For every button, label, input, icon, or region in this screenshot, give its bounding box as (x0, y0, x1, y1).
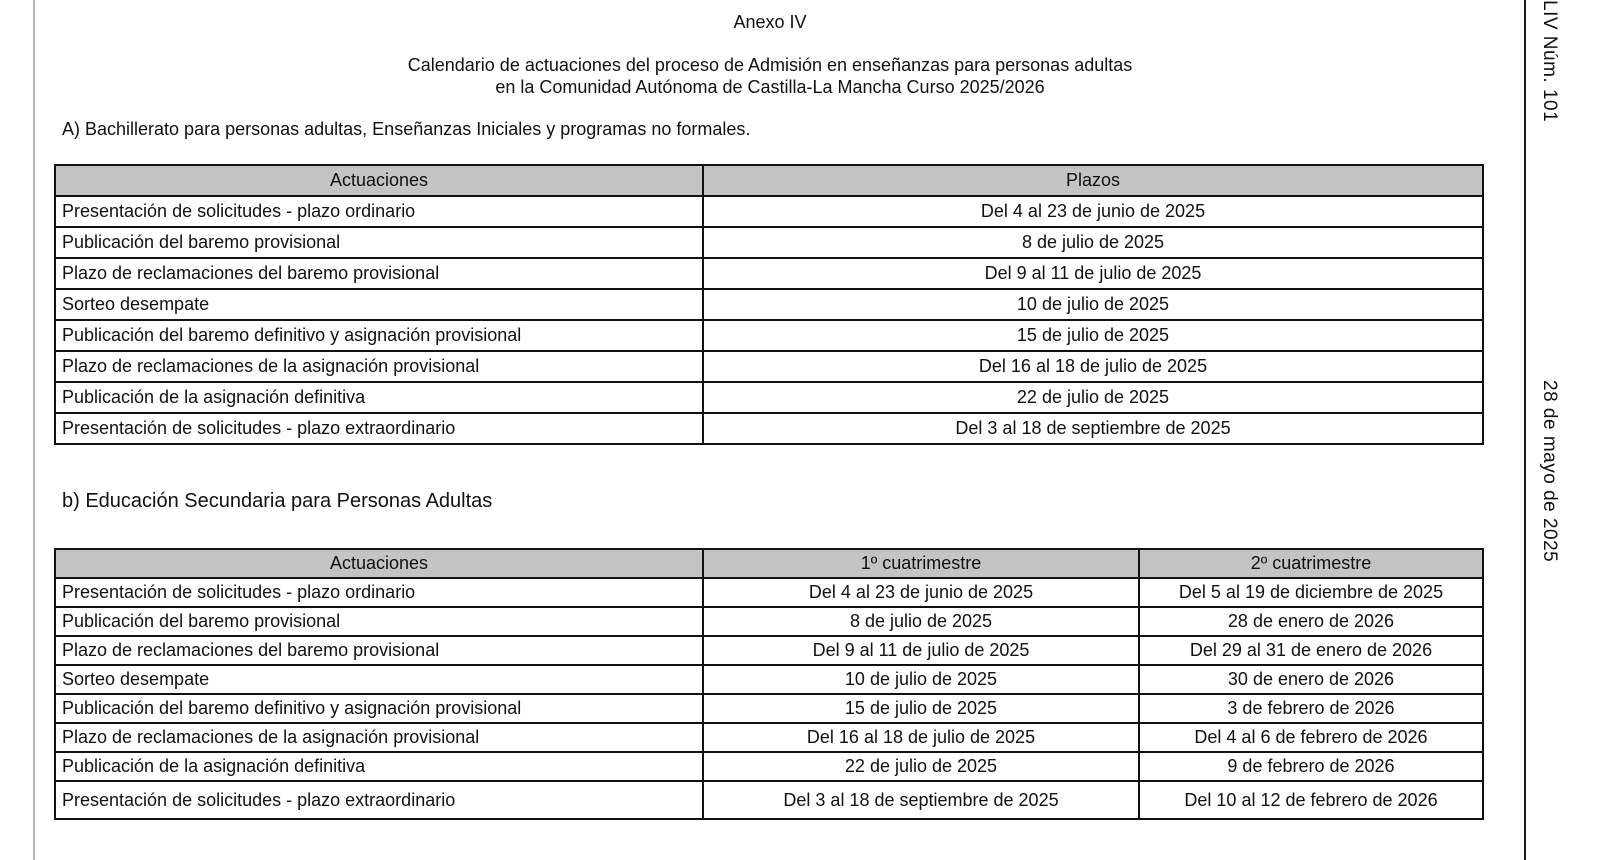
plazo-cell: 22 de julio de 2025 (703, 382, 1483, 413)
actuacion-cell: Sorteo desempate (55, 289, 703, 320)
table-row (55, 320, 1483, 351)
actuacion-cell: Presentación de solicitudes - plazo ordinario (55, 578, 703, 607)
second-term-cell: Del 29 al 31 de enero de 2026 (1139, 636, 1483, 665)
table-row (55, 694, 1483, 723)
actuacion-cell: Publicación del baremo definitivo y asignación provisional (55, 694, 703, 723)
second-term-cell: 3 de febrero de 2026 (1139, 694, 1483, 723)
section-b-heading: b) Educación Secundaria para Personas Adultas (62, 490, 493, 512)
actuacion-cell: Presentación de solicitudes - plazo extraordinario (55, 413, 703, 444)
column-header-actuaciones: Actuaciones (55, 549, 703, 578)
column-header-first-term: 1º cuatrimestre (703, 549, 1139, 578)
table-row (55, 196, 1483, 227)
table-header-row (55, 165, 1483, 196)
section-a-heading: A) Bachillerato para personas adultas, Enseñanzas Iniciales y programas no formales. (62, 119, 751, 139)
first-term-cell: 10 de julio de 2025 (703, 665, 1139, 694)
actuacion-cell: Plazo de reclamaciones de la asignación provisional (55, 723, 703, 752)
second-term-cell: Del 4 al 6 de febrero de 2026 (1139, 723, 1483, 752)
actuacion-cell: Publicación del baremo provisional (55, 227, 703, 258)
actuacion-cell: Publicación del baremo provisional (55, 607, 703, 636)
annex-title: Anexo IV (733, 12, 807, 32)
vertical-date-label: 28 de mayo de 2025 (1539, 380, 1560, 563)
first-term-cell: Del 4 al 23 de junio de 2025 (703, 578, 1139, 607)
actuacion-cell: Plazo de reclamaciones de la asignación provisional (55, 351, 703, 382)
table-row (55, 665, 1483, 694)
actuacion-cell: Plazo de reclamaciones del baremo provisional (55, 636, 703, 665)
first-term-cell: Del 16 al 18 de julio de 2025 (703, 723, 1139, 752)
table-row (55, 413, 1483, 444)
plazo-cell: Del 3 al 18 de septiembre de 2025 (703, 413, 1483, 444)
actuacion-cell: Publicación del baremo definitivo y asignación provisional (55, 320, 703, 351)
second-term-cell: Del 5 al 19 de diciembre de 2025 (1139, 578, 1483, 607)
actuacion-cell: Publicación de la asignación definitiva (55, 382, 703, 413)
second-term-cell: 28 de enero de 2026 (1139, 607, 1483, 636)
first-term-cell: 15 de julio de 2025 (703, 694, 1139, 723)
plazo-cell: 8 de julio de 2025 (703, 227, 1483, 258)
section-b-table (54, 548, 1484, 820)
table-row (55, 781, 1483, 819)
first-term-cell: 22 de julio de 2025 (703, 752, 1139, 781)
section-a-table (54, 164, 1484, 445)
table-row (55, 289, 1483, 320)
table-row (55, 607, 1483, 636)
table-row (55, 752, 1483, 781)
page-left-edge (33, 0, 35, 860)
table-row (55, 258, 1483, 289)
page-right-rule (1524, 0, 1526, 860)
actuacion-cell: Presentación de solicitudes - plazo extraordinario (55, 781, 703, 819)
second-term-cell: Del 10 al 12 de febrero de 2026 (1139, 781, 1483, 819)
column-header-second-term: 2º cuatrimestre (1139, 549, 1483, 578)
table-row (55, 382, 1483, 413)
plazo-cell: Del 9 al 11 de julio de 2025 (703, 258, 1483, 289)
actuacion-cell: Publicación de la asignación definitiva (55, 752, 703, 781)
vertical-issue-label: LIV Núm. 101 (1539, 0, 1560, 123)
table-row (55, 723, 1483, 752)
first-term-cell: Del 3 al 18 de septiembre de 2025 (703, 781, 1139, 819)
second-term-cell: 9 de febrero de 2026 (1139, 752, 1483, 781)
plazo-cell: Del 16 al 18 de julio de 2025 (703, 351, 1483, 382)
column-header-actuaciones: Actuaciones (55, 165, 703, 196)
document-title-line2: en la Comunidad Autónoma de Castilla-La Mancha Curso 2025/2026 (495, 77, 1045, 97)
second-term-cell: 30 de enero de 2026 (1139, 665, 1483, 694)
table-header-row (55, 549, 1483, 578)
actuacion-cell: Sorteo desempate (55, 665, 703, 694)
column-header-plazos: Plazos (703, 165, 1483, 196)
document-title-line1: Calendario de actuaciones del proceso de Admisión en enseñanzas para personas adultas (407, 55, 1133, 75)
plazo-cell: 15 de julio de 2025 (703, 320, 1483, 351)
first-term-cell: Del 9 al 11 de julio de 2025 (703, 636, 1139, 665)
table-row (55, 351, 1483, 382)
actuacion-cell: Presentación de solicitudes - plazo ordinario (55, 196, 703, 227)
plazo-cell: 10 de julio de 2025 (703, 289, 1483, 320)
first-term-cell: 8 de julio de 2025 (703, 607, 1139, 636)
table-row (55, 227, 1483, 258)
table-row (55, 636, 1483, 665)
table-row (55, 578, 1483, 607)
actuacion-cell: Plazo de reclamaciones del baremo provisional (55, 258, 703, 289)
plazo-cell: Del 4 al 23 de junio de 2025 (703, 196, 1483, 227)
